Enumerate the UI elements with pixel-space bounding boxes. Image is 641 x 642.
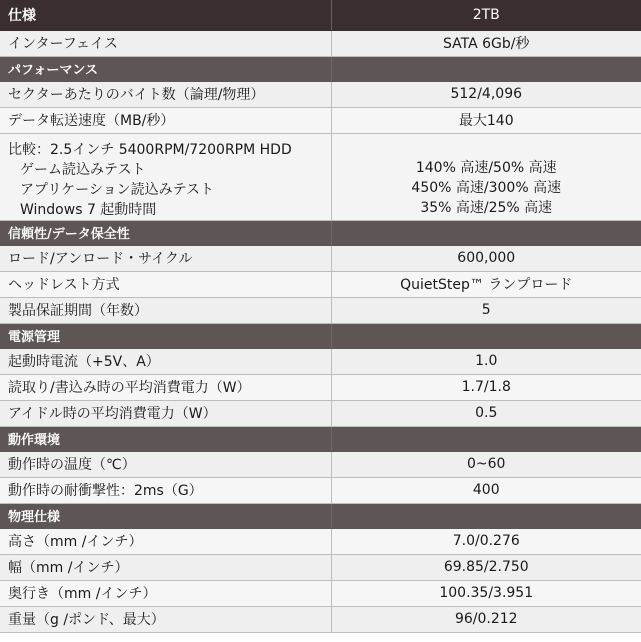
comparison-labels [0, 133, 331, 220]
table-row [0, 606, 641, 632]
row-value: 96/0.212 [331, 606, 641, 632]
table-row [0, 297, 641, 323]
table-row [0, 477, 641, 503]
header-label: 仕様 [0, 0, 331, 30]
comparison-row [0, 133, 641, 220]
row-value: 5 [331, 297, 641, 323]
row-value: 1.0 [331, 348, 641, 374]
comparison-item-label: Windows 7 起動時間 [20, 201, 157, 218]
comparison-title: 比較：2.5インチ 5400RPM/7200RPM HDD [8, 141, 292, 158]
row-value: 69.85/2.750 [331, 554, 641, 580]
row-label: 製品保証期間（年数） [0, 297, 331, 323]
row-label: セクターあたりのバイト数（論理/物理） [0, 81, 331, 107]
row-value: 400 [331, 477, 641, 503]
row-value: 600,000 [331, 245, 641, 271]
row-label: 動作時の温度（℃） [0, 451, 331, 477]
row-label: 読取り/書込み時の平均消費電力（W） [0, 374, 331, 400]
comparison-item-label: アプリケーション読込みテスト [20, 181, 215, 198]
row-value: 512/4,096 [331, 81, 641, 107]
row-label: アイドル時の平均消費電力（W） [0, 400, 331, 426]
row-label: インターフェイス [0, 30, 331, 56]
section-header [0, 503, 641, 528]
row-value: SATA 6Gb/秒 [331, 30, 641, 56]
header-value: 2TB [331, 0, 641, 30]
row-label: ヘッドレスト方式 [0, 271, 331, 297]
table-row [0, 30, 641, 56]
section-label: 物理仕様 [0, 503, 331, 528]
row-value: 100.35/3.951 [331, 580, 641, 606]
row-value: 最大140 [331, 107, 641, 133]
table-row [0, 374, 641, 400]
comparison-item-value: 35% 高速/25% 高速 [420, 199, 553, 216]
table-row [0, 400, 641, 426]
section-header [0, 220, 641, 245]
comparison-item-value: 140% 高速/50% 高速 [415, 159, 557, 176]
row-value: 0.5 [331, 400, 641, 426]
table-row [0, 81, 641, 107]
table-row [0, 554, 641, 580]
comparison-item-value: 450% 高速/300% 高速 [411, 179, 562, 196]
table-row [0, 348, 641, 374]
row-label: 動作時の耐衝撃性：2ms（G） [0, 477, 331, 503]
table-row [0, 271, 641, 297]
section-label: 電源管理 [0, 323, 331, 348]
section-label: 動作環境 [0, 426, 331, 451]
row-label: データ転送速度（MB/秒） [0, 107, 331, 133]
section-label: 信頼性/データ保全性 [0, 220, 331, 245]
section-header [0, 426, 641, 451]
table-row [0, 107, 641, 133]
comparison-item-label: ゲーム読込みテスト [20, 161, 146, 178]
row-value: QuietStep™ ランプロード [331, 271, 641, 297]
section-header [0, 323, 641, 348]
table-row [0, 580, 641, 606]
row-label: 高さ（mm /インチ） [0, 528, 331, 554]
row-label: 重量（g /ポンド、最大） [0, 606, 331, 632]
section-header [0, 56, 641, 81]
row-label: ロード/アンロード・サイクル [0, 245, 331, 271]
row-value: 7.0/0.276 [331, 528, 641, 554]
table-row [0, 528, 641, 554]
row-label: 奥行き（mm /インチ） [0, 580, 331, 606]
table-row [0, 245, 641, 271]
row-value: 0~60 [331, 451, 641, 477]
comparison-values [331, 133, 641, 220]
section-label: パフォーマンス [0, 56, 331, 81]
table-row [0, 451, 641, 477]
table-header [0, 0, 641, 30]
row-value: 1.7/1.8 [331, 374, 641, 400]
row-label: 幅（mm /インチ） [0, 554, 331, 580]
row-label: 起動時電流（+5V、A） [0, 348, 331, 374]
